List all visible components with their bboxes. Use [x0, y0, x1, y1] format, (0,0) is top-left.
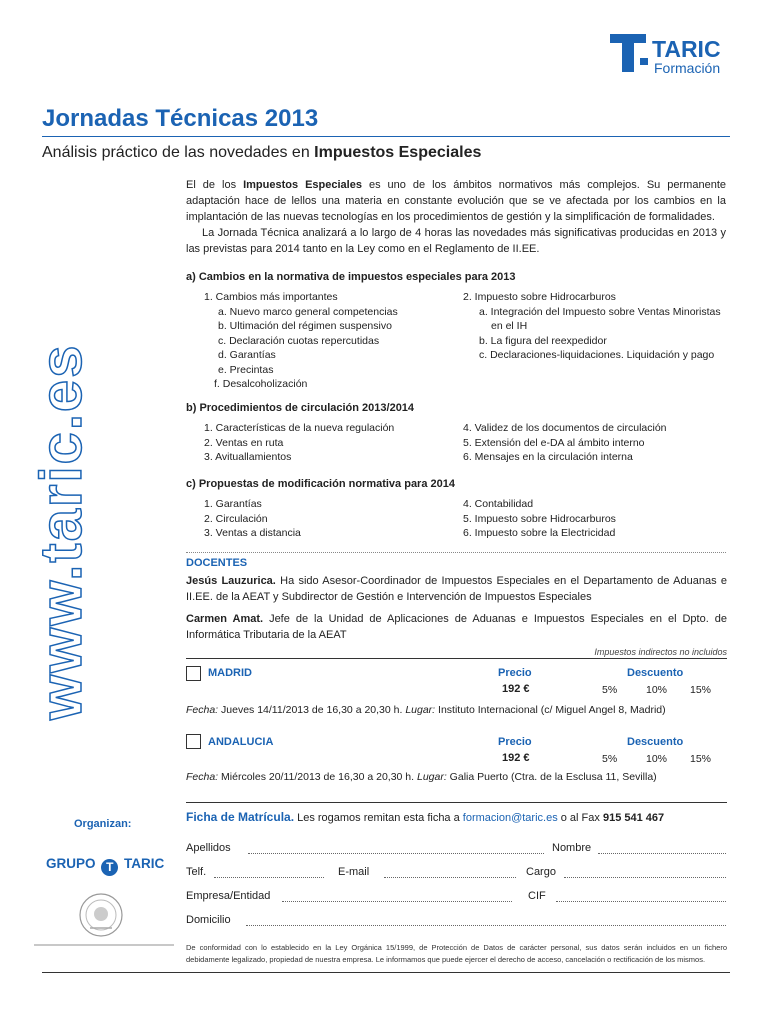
- legal-notice: De conformidad con lo establecido en la Ley Orgánica 15/1999, de Protección de Datos de carácter personal, sus datos serán incluidos en un fichero debidamente legalizado, propiedad de nuestra empresa. Le informamos que puede ejercer el derecho de acceso, cancelación o rectificación de los mismos.: [186, 943, 727, 964]
- email-link[interactable]: formacion@taric.es: [462, 812, 558, 824]
- logo-name: TARIC: [652, 36, 721, 62]
- madrid-label: MADRID: [208, 667, 252, 679]
- pricing-divider: [186, 658, 727, 659]
- domicilio-field[interactable]: [246, 925, 726, 926]
- andalucia-descuento-label: Descuento: [627, 736, 684, 748]
- nombre-field[interactable]: [598, 853, 726, 854]
- ficha-matricula: Ficha de Matrícula. Les rogamos remitan esta ficha a formacion@taric.es o al Fax 915 541 467: [186, 810, 665, 824]
- page-title: Jornadas Técnicas 2013: [42, 105, 319, 132]
- madrid-discount-10: 10%: [646, 684, 668, 696]
- taric-t-icon: [610, 34, 650, 74]
- seal-icon: [78, 892, 124, 938]
- andalucia-precio: 192 €: [502, 752, 530, 764]
- tax-note: Impuestos indirectos no incluidos: [594, 647, 727, 657]
- docente-amat: Carmen Amat. Jefe de la Unidad de Aplicaciones de Aduanas e Impuestos Especiales en el Dpto. de Informática Tributaria de la AEAT: [186, 613, 727, 641]
- section-b-right-list: 4. Validez de los documentos de circulación 5. Extensión del e-DA al ámbito interno 6. Mensajes en la circulación interna: [463, 422, 667, 463]
- apellidos-label: Apellidos: [186, 842, 231, 854]
- apellidos-field[interactable]: [248, 853, 544, 854]
- organizan-label: Organizan:: [74, 818, 132, 830]
- email-field[interactable]: [384, 877, 516, 878]
- cif-label: CIF: [528, 890, 546, 902]
- grupo-taric-logo: GRUPO T TARIC: [46, 856, 165, 874]
- bottom-divider: [42, 972, 730, 973]
- madrid-discount-15: 15%: [690, 684, 712, 696]
- section-b-left-list: 1. Características de la nueva regulación 2. Ventas en ruta 3. Avituallamientos: [204, 422, 395, 463]
- docentes-heading: DOCENTES: [186, 557, 248, 569]
- empresa-label: Empresa/Entidad: [186, 890, 271, 902]
- madrid-fecha: Fecha: Jueves 14/11/2013 de 16,30 a 20,30 h. Lugar: Instituto Internacional (c/ Miguel Angel 8, Madrid): [186, 704, 666, 716]
- section-a-right-list: 2. Impuesto sobre Hidrocarburos a. Integración del Impuesto sobre Ventas Minoristas en el IH b. La figura del reexpedidor c. Declaraciones-liquidaciones. Liquidación y pago: [463, 291, 721, 361]
- telf-label: Telf.: [186, 866, 207, 878]
- andalucia-label: ANDALUCIA: [208, 736, 274, 748]
- docentes-divider: [186, 552, 726, 553]
- docente-lauzurica: Jesús Lauzurica. Ha sido Asesor-Coordinador de Impuestos Especiales en el Departamento de Aduanas e II.EE. de la AEAT y Subdirector de Gestión e Intervención de Impuestos Especiales: [186, 575, 727, 603]
- madrid-precio-label: Precio: [498, 667, 532, 679]
- cif-field[interactable]: [556, 901, 726, 902]
- logo-sub: Formación: [654, 60, 721, 76]
- madrid-descuento-label: Descuento: [627, 667, 684, 679]
- page-subtitle: Análisis práctico de las novedades en Impuestos Especiales: [42, 144, 482, 161]
- empresa-field[interactable]: [282, 901, 512, 902]
- section-c-right-list: 4. Contabilidad 5. Impuesto sobre Hidrocarburos 6. Impuesto sobre la Electricidad: [463, 498, 616, 539]
- taric-logo: [610, 34, 730, 74]
- telf-field[interactable]: [214, 877, 324, 878]
- section-c-heading: c) Propuestas de modificación normativa para 2014: [186, 478, 455, 490]
- title-divider: [42, 136, 730, 137]
- madrid-checkbox[interactable]: [186, 666, 201, 681]
- andalucia-discount-10: 10%: [646, 753, 668, 765]
- madrid-precio: 192 €: [502, 683, 530, 695]
- seal-caption-icon: [34, 942, 174, 948]
- cargo-field[interactable]: [564, 877, 726, 878]
- section-a-left-list: 1. Cambios más importantes a. Nuevo marco general competencias b. Ultimación del régimen suspensivo c. Declaración cuotas repercutidas d. Garantías e. Precintas f. Desalcoholización: [204, 291, 398, 390]
- andalucia-discount-5: 5%: [602, 753, 618, 765]
- nombre-label: Nombre: [552, 842, 592, 854]
- andalucia-precio-label: Precio: [498, 736, 532, 748]
- ficha-divider: [186, 802, 727, 803]
- andalucia-discount-15: 15%: [690, 753, 712, 765]
- section-b-heading: b) Procedimientos de circulación 2013/2014: [186, 402, 415, 414]
- domicilio-label: Domicilio: [186, 914, 231, 926]
- intro-text: El de los Impuestos Especiales es uno de los ámbitos normativos más complejos. Su permanente adaptación hace de lellos una materia en constante evolución que se ve afectada por los cambios en la implantación de las nuevas tecnologías en los procedimientos de gestión y la simplificación de formalidades. La Jornada Técnica analizará a lo largo de 4 horas las novedades más significativas producidas en 2013 y las previstas para 2014 tanto en la Ley como en el Reglamento de II.EE.: [186, 179, 726, 255]
- section-c-left-list: 1. Garantías 2. Circulación 3. Ventas a distancia: [204, 498, 301, 539]
- taric-circle-icon: T: [101, 859, 118, 876]
- andalucia-checkbox[interactable]: [186, 734, 201, 749]
- section-a-heading: a) Cambios en la normativa de impuestos especiales para 2013: [186, 271, 516, 283]
- website-watermark: www.taric.es: [29, 343, 94, 720]
- madrid-discount-5: 5%: [602, 684, 618, 696]
- andalucia-fecha: Fecha: Miércoles 20/11/2013 de 16,30 a 20,30 h. Lugar: Galia Puerto (Ctra. de la Esclusa 11, Sevilla): [186, 771, 657, 783]
- cargo-label: Cargo: [526, 866, 556, 878]
- email-label: E-mail: [338, 866, 370, 878]
